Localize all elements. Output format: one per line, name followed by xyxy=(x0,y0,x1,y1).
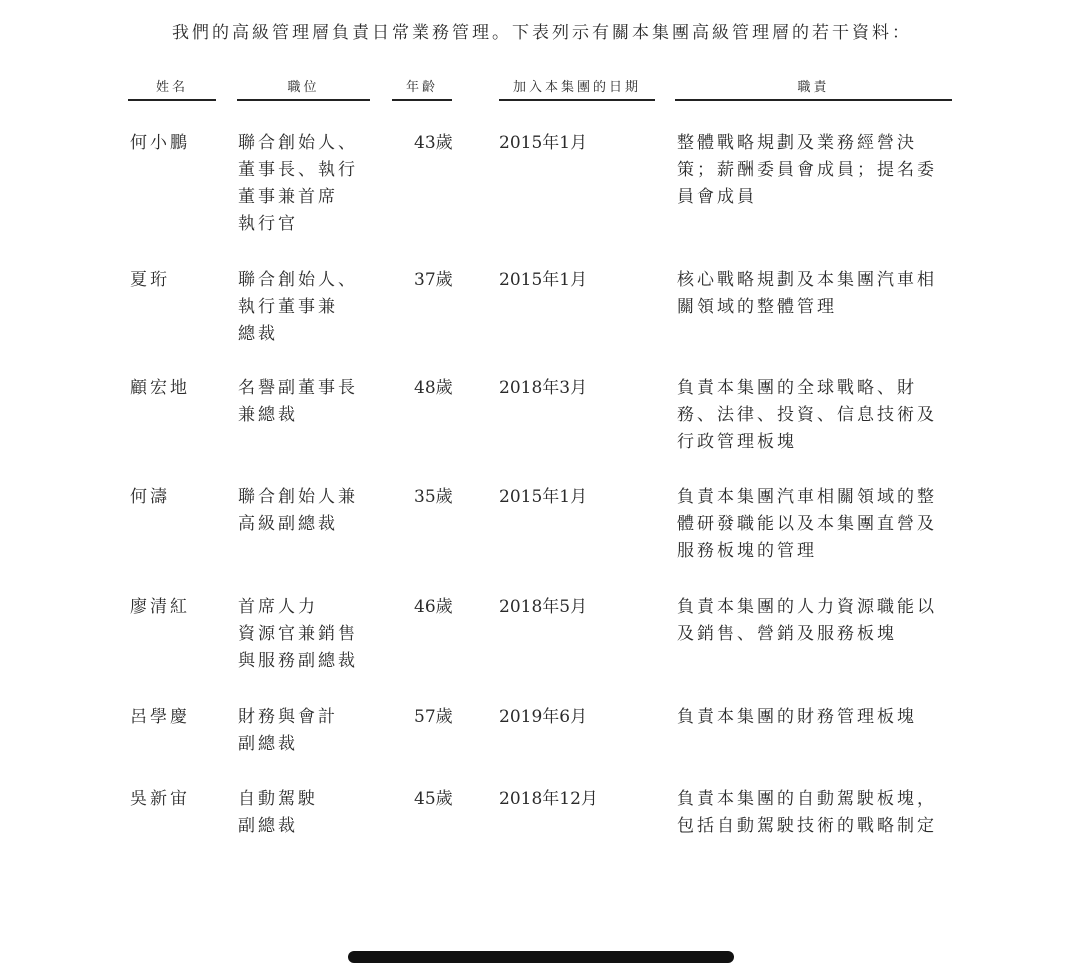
row-position xyxy=(238,130,383,238)
row-position-line: 董事兼首席 xyxy=(238,187,338,207)
row-responsibility-line: 負責本集團的人力資源職能以 xyxy=(677,597,937,617)
row-responsibility-line: 核心戰略規劃及本集團汽車相 xyxy=(677,270,937,290)
row-position-line: 聯合創始人、 xyxy=(238,270,358,290)
row-responsibility-line: 行政管理板塊 xyxy=(677,432,797,452)
row-join-date: 2015年1月 xyxy=(499,487,588,507)
row-responsibility-line: 體研發職能以及本集團直營及 xyxy=(677,514,937,534)
row-responsibility-line: 負責本集團汽車相關領域的整 xyxy=(677,487,937,507)
row-position-line: 資源官兼銷售 xyxy=(238,624,358,644)
row-responsibility-line: 務、法律、投資、信息技術及 xyxy=(677,405,937,425)
row-position-line: 高級副總裁 xyxy=(238,514,338,534)
row-responsibility-line: 包括自動駕駛技術的戰略制定 xyxy=(677,816,937,836)
row-name: 吳新宙 xyxy=(130,789,190,809)
row-responsibility-line: 服務板塊的管理 xyxy=(677,541,817,561)
row-age: 37歲 xyxy=(414,270,453,290)
header-position: 職位 xyxy=(237,76,370,101)
row-join-date: 2015年1月 xyxy=(499,133,588,153)
row-join-date: 2015年1月 xyxy=(499,270,588,290)
row-name: 顧宏地 xyxy=(130,378,190,398)
row-position-line: 自動駕駛 xyxy=(238,789,318,809)
row-join-date: 2018年5月 xyxy=(499,597,588,617)
row-position-line: 總裁 xyxy=(238,324,278,344)
row-responsibility xyxy=(677,786,962,840)
row-position xyxy=(238,704,383,758)
row-position-line: 聯合創始人兼 xyxy=(238,487,358,507)
row-join-date: 2018年3月 xyxy=(499,378,588,398)
header-age: 年齡 xyxy=(392,76,452,101)
row-responsibility xyxy=(677,594,962,648)
row-position-line: 董事長、執行 xyxy=(238,160,358,180)
row-name: 何小鵬 xyxy=(130,133,190,153)
row-position-line: 執行官 xyxy=(238,214,298,234)
row-responsibility xyxy=(677,704,962,731)
row-position-line: 副總裁 xyxy=(238,816,298,836)
row-position-line: 財務與會計 xyxy=(238,707,338,727)
row-position-line: 兼總裁 xyxy=(238,405,298,425)
row-position-line: 與服務副總裁 xyxy=(238,651,358,671)
row-age: 48歲 xyxy=(414,378,453,398)
header-responsibility: 職責 xyxy=(675,76,952,101)
row-responsibility-line: 關領域的整體管理 xyxy=(677,297,837,317)
row-join-date: 2018年12月 xyxy=(499,789,598,809)
row-age: 43歲 xyxy=(414,133,453,153)
home-indicator[interactable] xyxy=(348,951,734,963)
row-responsibility-line: 員會成員 xyxy=(677,187,757,207)
row-position-line: 執行董事兼 xyxy=(238,297,338,317)
row-position xyxy=(238,484,383,538)
row-responsibility-line: 負責本集團的財務管理板塊 xyxy=(677,707,917,727)
row-position-line: 副總裁 xyxy=(238,734,298,754)
row-name: 廖清紅 xyxy=(130,597,190,617)
row-responsibility xyxy=(677,130,962,211)
row-position xyxy=(238,375,383,429)
row-position xyxy=(238,786,383,840)
row-position-line: 名譽副董事長 xyxy=(238,378,358,398)
row-age: 45歲 xyxy=(414,789,453,809)
intro-paragraph: 我們的高級管理層負責日常業務管理。下表列示有關本集團高級管理層的若干資料： xyxy=(172,23,912,43)
row-position xyxy=(238,267,383,348)
row-name: 夏珩 xyxy=(130,270,170,290)
row-name: 呂學慶 xyxy=(130,707,190,727)
row-responsibility xyxy=(677,484,962,565)
row-responsibility-line: 及銷售、營銷及服務板塊 xyxy=(677,624,897,644)
row-responsibility xyxy=(677,267,962,321)
row-responsibility-line: 負責本集團的全球戰略、財 xyxy=(677,378,917,398)
row-join-date: 2019年6月 xyxy=(499,707,588,727)
row-position-line: 聯合創始人、 xyxy=(238,133,358,153)
header-name: 姓名 xyxy=(128,76,216,101)
header-join-date: 加入本集團的日期 xyxy=(499,76,655,101)
row-age: 46歲 xyxy=(414,597,453,617)
row-position-line: 首席人力 xyxy=(238,597,318,617)
row-age: 35歲 xyxy=(414,487,453,507)
row-responsibility-line: 負責本集團的自動駕駛板塊， xyxy=(677,789,937,809)
row-name: 何濤 xyxy=(130,487,170,507)
row-age: 57歲 xyxy=(414,707,453,727)
row-responsibility-line: 整體戰略規劃及業務經營決 xyxy=(677,133,917,153)
row-responsibility-line: 策；薪酬委員會成員；提名委 xyxy=(677,160,937,180)
row-responsibility xyxy=(677,375,962,456)
row-position xyxy=(238,594,383,675)
